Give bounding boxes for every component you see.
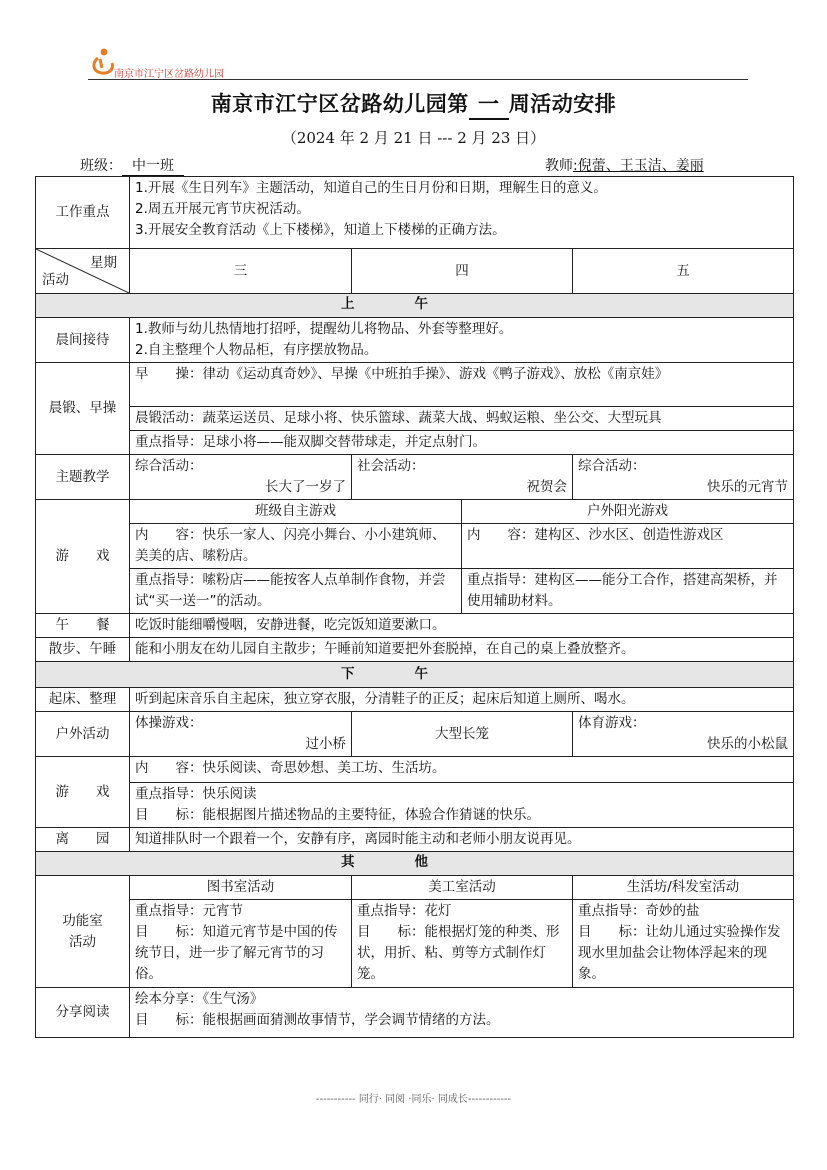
walk-nap-row bbox=[36, 638, 794, 662]
morning-games-label: 游 戏 bbox=[36, 500, 130, 614]
teacher-info bbox=[545, 155, 704, 175]
lunch-label: 午 餐 bbox=[36, 614, 130, 638]
library-content bbox=[130, 900, 352, 988]
afternoon-section-row bbox=[36, 662, 794, 688]
class-value: 中一班 bbox=[122, 155, 184, 176]
theme-cell-wed bbox=[130, 455, 352, 500]
morning-section-row bbox=[36, 294, 794, 318]
science-room-goal: 目 标：让幼儿通过实验操作发现水里加盐会让物体浮起来的现象。 bbox=[578, 924, 781, 982]
art-room-goal: 目 标：能根据灯笼的种类、形状，用折、粘、剪等方式制作灯笼。 bbox=[357, 924, 560, 982]
reception-item: 1.教师与幼儿热情地打招呼，提醒幼儿将物品、外套等整理好。 bbox=[135, 321, 513, 337]
walk-nap-content: 能和小朋友在幼儿园自主散步；午睡前知道要把外套脱掉，在自己的桌上叠放整齐。 bbox=[130, 638, 794, 662]
day-thursday: 四 bbox=[352, 249, 573, 294]
footer-slogan: ----------- 同行· 同阅 ·同乐· 同成长------------ bbox=[315, 1094, 512, 1105]
outdoor-cell-wed bbox=[130, 712, 352, 757]
outdoor-cell-thu bbox=[352, 712, 573, 757]
other-section-title: 其他 bbox=[36, 852, 794, 876]
class-games-content: 内 容：快乐一家人、闪亮小舞台、小小建筑师、美美的店、嗦粉店。 bbox=[130, 524, 462, 569]
function-room-title-row bbox=[36, 876, 794, 900]
wakeup-row bbox=[36, 688, 794, 712]
focus-row bbox=[36, 177, 794, 249]
focus-label: 工作重点 bbox=[36, 177, 130, 249]
reception-content bbox=[130, 318, 794, 363]
function-room-label-line: 功能室 bbox=[62, 912, 103, 929]
outdoor-name: 大型长笼 bbox=[435, 725, 489, 742]
lunch-content: 吃饭时能细嚼慢咽，安静进餐，吃完饭知道要漱口。 bbox=[130, 614, 794, 638]
outdoor-label: 户外活动 bbox=[36, 712, 130, 757]
weekday-header-row bbox=[36, 249, 794, 294]
reading-content bbox=[130, 988, 794, 1038]
leave-content: 知道排队时一个跟着一个，安静有序，离园时能主动和老师小朋友说再见。 bbox=[130, 828, 794, 852]
reading-goal: 目 标：能根据画面猜测故事情节，学会调节情绪的方法。 bbox=[135, 1012, 500, 1028]
leave-row bbox=[36, 828, 794, 852]
school-logo-icon bbox=[88, 46, 116, 76]
afternoon-games-goal: 目 标：能根据图片描述物品的主要特征，体验合作猜谜的快乐。 bbox=[135, 807, 540, 823]
afternoon-section-title: 下午 bbox=[36, 662, 794, 688]
weekly-plan-table bbox=[35, 176, 794, 1038]
reception-row bbox=[36, 318, 794, 363]
class-label: 班级： bbox=[80, 158, 122, 174]
theme-row bbox=[36, 455, 794, 500]
page-title bbox=[0, 88, 827, 120]
theme-type: 综合活动： bbox=[135, 458, 203, 474]
theme-type: 综合活动： bbox=[578, 458, 646, 474]
leave-label: 离 园 bbox=[36, 828, 130, 852]
wakeup-label: 起床、整理 bbox=[36, 688, 130, 712]
function-room-label-line: 活动 bbox=[69, 933, 96, 950]
title-prefix: 南京市江宁区岔路幼儿园第 bbox=[210, 92, 469, 116]
afternoon-games-detail bbox=[130, 783, 794, 828]
theme-cell-thu bbox=[352, 455, 573, 500]
outdoor-name: 过小桥 bbox=[305, 736, 346, 752]
afternoon-games-row-1 bbox=[36, 757, 794, 783]
science-room-content bbox=[573, 900, 794, 988]
exercise-label: 晨锻、早操 bbox=[36, 363, 130, 455]
exercise-row-1 bbox=[36, 363, 794, 407]
outdoor-cell-fri bbox=[573, 712, 794, 757]
header-rule bbox=[88, 79, 748, 80]
wakeup-content: 听到起床音乐自主起床，独立穿衣服，分清鞋子的正反；起床后知道上厕所、喝水。 bbox=[130, 688, 794, 712]
weekday-corner-cell bbox=[36, 249, 130, 294]
art-room-content bbox=[352, 900, 573, 988]
other-section-row bbox=[36, 852, 794, 876]
reception-item: 2.自主整理个人物品柜，有序摆放物品。 bbox=[135, 342, 378, 358]
games-title-row bbox=[36, 500, 794, 524]
day-friday: 五 bbox=[573, 249, 794, 294]
focus-content bbox=[130, 177, 794, 249]
library-guidance: 重点指导：元宵节 bbox=[135, 903, 243, 919]
class-games-title: 班级自主游戏 bbox=[130, 500, 462, 524]
afternoon-games-content: 内 容：快乐阅读、奇思妙想、美工坊、生活坊。 bbox=[130, 757, 794, 783]
theme-name: 快乐的元宵节 bbox=[707, 479, 789, 495]
exercise-guidance-text: 重点指导：足球小将——能双脚交替带球走，并定点射门。 bbox=[130, 431, 794, 455]
reading-row bbox=[36, 988, 794, 1038]
class-info bbox=[80, 155, 184, 176]
school-logo bbox=[88, 44, 258, 78]
focus-item: 3.开展安全教育活动《上下楼梯》，知道上下楼梯的正确方法。 bbox=[135, 222, 506, 238]
day-wednesday: 三 bbox=[130, 249, 352, 294]
science-room-title: 生活坊/科发室活动 bbox=[573, 876, 794, 900]
theme-cell-fri bbox=[573, 455, 794, 500]
science-room-guidance: 重点指导：奇妙的盐 bbox=[578, 903, 700, 919]
title-suffix: 周活动安排 bbox=[508, 92, 617, 116]
focus-item: 2.周五开展元宵节庆祝活动。 bbox=[135, 201, 310, 217]
outdoor-games-guidance: 重点指导：建构区——能分工合作，搭建高架桥，并使用辅助材料。 bbox=[462, 569, 794, 614]
exercise-row-3 bbox=[36, 431, 794, 455]
afternoon-games-row-2 bbox=[36, 783, 794, 828]
activity-label: 活动 bbox=[42, 272, 69, 288]
teacher-label: 教师 bbox=[545, 158, 573, 174]
games-guidance-row bbox=[36, 569, 794, 614]
focus-item: 1.开展《生日列车》主题活动，知道自己的生日月份和日期，理解生日的意义。 bbox=[135, 180, 607, 196]
school-logo-text: 南京市江宁区岔路幼儿园 bbox=[114, 69, 224, 80]
outdoor-type: 体操游戏： bbox=[135, 715, 203, 731]
outdoor-games-title: 户外阳光游戏 bbox=[462, 500, 794, 524]
morning-exercise-text: 早 操：律动《运动真奇妙》、早操《中班拍手操》、游戏《鸭子游戏》、放松《南京娃》 bbox=[130, 363, 794, 407]
function-room-content-row bbox=[36, 900, 794, 988]
outdoor-name: 快乐的小松鼠 bbox=[707, 736, 789, 752]
library-goal: 目 标：知道元宵节是中国的传统节日，进一步了解元宵节的习俗。 bbox=[135, 924, 338, 982]
theme-type: 社会活动： bbox=[357, 458, 425, 474]
date-range: （2024 年 2 月 21 日 --- 2 月 23 日） bbox=[281, 129, 546, 147]
exercise-row-2 bbox=[36, 407, 794, 431]
art-room-guidance: 重点指导：花灯 bbox=[357, 903, 452, 919]
art-room-title: 美工室活动 bbox=[352, 876, 573, 900]
afternoon-games-guidance: 重点指导：快乐阅读 bbox=[135, 786, 257, 802]
reading-book: 绘本分享：《生气汤》 bbox=[135, 991, 264, 1007]
morning-section-title: 上午 bbox=[36, 294, 794, 318]
theme-name: 长大了一岁了 bbox=[265, 479, 346, 495]
weekday-label: 星期 bbox=[90, 255, 117, 271]
walk-nap-label: 散步、午睡 bbox=[36, 638, 130, 662]
reading-label: 分享阅读 bbox=[36, 988, 130, 1038]
function-room-label bbox=[36, 876, 130, 988]
teacher-value: :倪蕾、王玉洁、姜丽 bbox=[573, 158, 704, 174]
library-title: 图书室活动 bbox=[130, 876, 352, 900]
games-content-row bbox=[36, 524, 794, 569]
outdoor-games-content: 内 容：建构区、沙水区、创造性游戏区 bbox=[462, 524, 794, 569]
theme-label: 主题教学 bbox=[36, 455, 130, 500]
lunch-row bbox=[36, 614, 794, 638]
outdoor-type: 体育游戏： bbox=[578, 715, 646, 731]
afternoon-games-label: 游 戏 bbox=[36, 757, 130, 828]
theme-name: 祝贺会 bbox=[526, 479, 567, 495]
class-games-guidance: 重点指导：嗦粉店——能按客人点单制作食物，并尝试“买一送一”的活动。 bbox=[130, 569, 462, 614]
exercise-activities-text: 晨锻活动：蔬菜运送员、足球小将、快乐篮球、蔬菜大战、蚂蚁运粮、坐公交、大型玩具 bbox=[130, 407, 794, 431]
reception-label: 晨间接待 bbox=[36, 318, 130, 363]
outdoor-row bbox=[36, 712, 794, 757]
week-number: 一 bbox=[469, 88, 509, 120]
